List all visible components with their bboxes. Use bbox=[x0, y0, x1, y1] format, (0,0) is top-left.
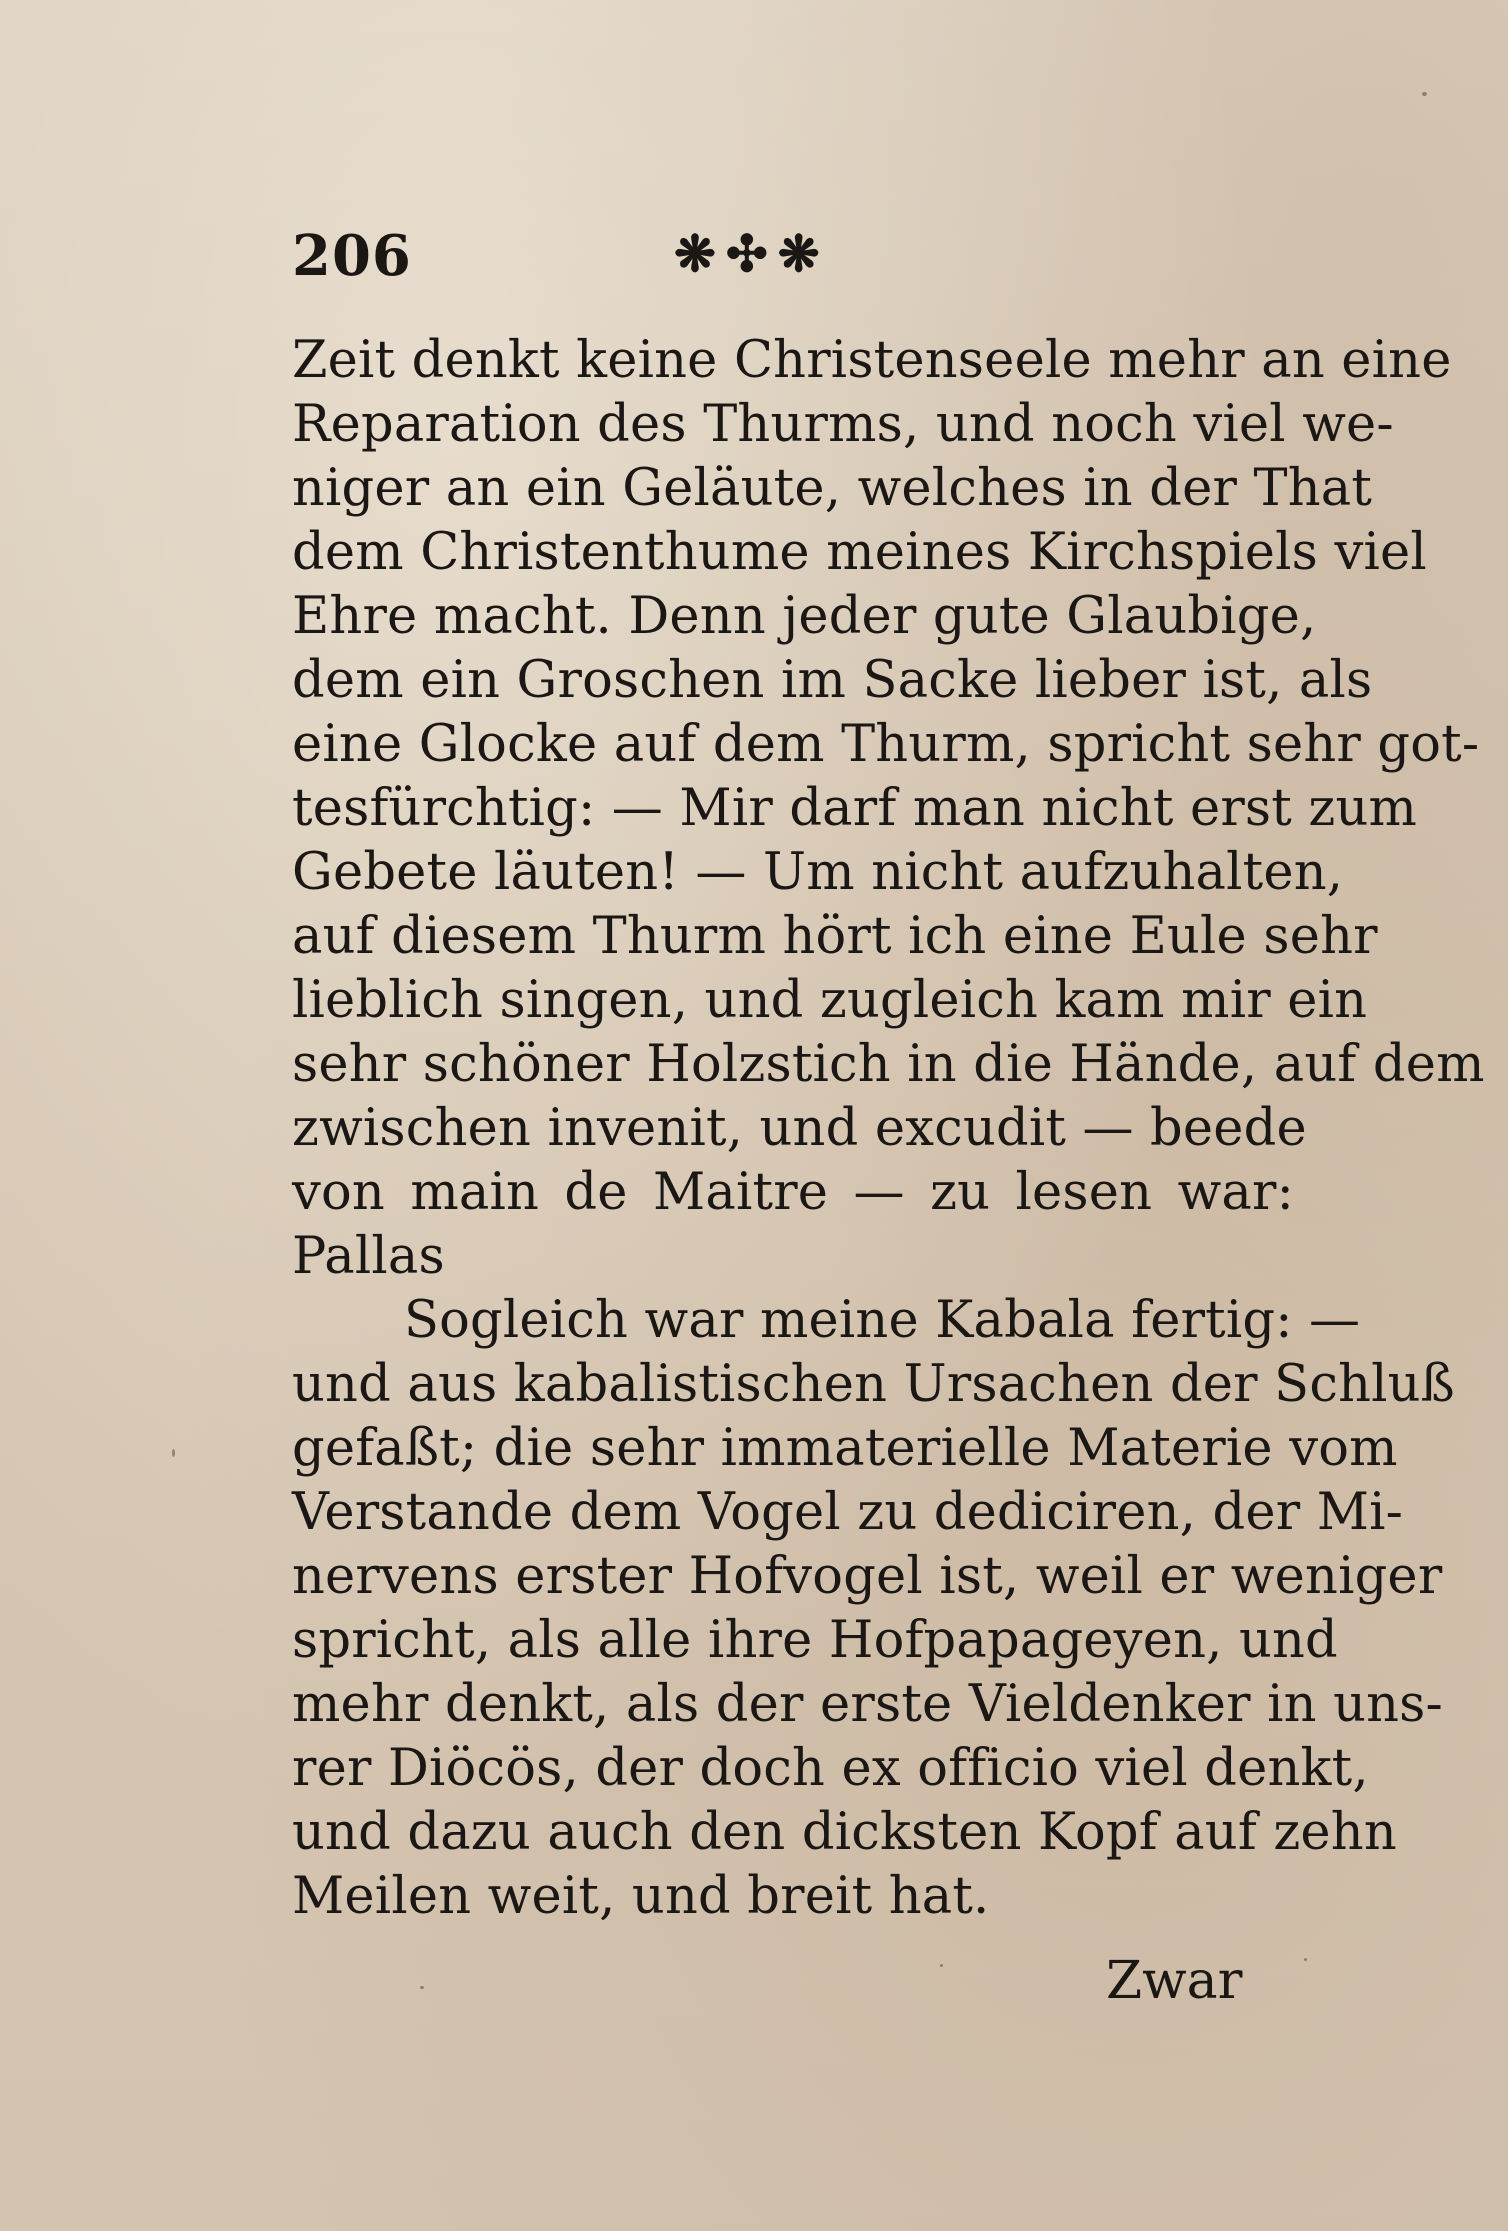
text-line: tesfürchtig: — Mir darf man nicht erst zum bbox=[292, 779, 1418, 838]
text-line: mehr denkt, als der erste Vieldenker in uns- bbox=[292, 1675, 1443, 1734]
text-line: und dazu auch den dicksten Kopf auf zehn bbox=[292, 1803, 1397, 1862]
paper-speck bbox=[172, 1449, 175, 1457]
text-line: niger an ein Geläute, welches in der That bbox=[292, 459, 1373, 518]
paper-speck bbox=[420, 1986, 424, 1989]
text-line: dem Christenthume meines Kirchspiels viel bbox=[292, 523, 1427, 582]
text-line: Reparation des Thurms, und noch viel we- bbox=[292, 395, 1394, 454]
text-line: lieblich singen, und zugleich kam mir ein bbox=[292, 971, 1368, 1030]
text-line: dem ein Groschen im Sacke lieber ist, als bbox=[292, 651, 1373, 710]
text-line: rer Diöcös, der doch ex officio viel denkt, bbox=[292, 1739, 1369, 1798]
paper-speck bbox=[1422, 92, 1427, 96]
text-line: eine Glocke auf dem Thurm, spricht sehr got- bbox=[292, 715, 1480, 774]
text-line: Zeit denkt keine Christenseele mehr an eine bbox=[292, 331, 1452, 390]
text-line: gefaßt; die sehr immaterielle Materie vom bbox=[292, 1419, 1398, 1478]
text-line: Pallas bbox=[292, 1227, 445, 1286]
page-number: 206 bbox=[292, 223, 412, 289]
text-line: zwischen invenit, und excudit — beede bbox=[292, 1099, 1307, 1158]
text-line: Ehre macht. Denn jeder gute Glaubige, bbox=[292, 587, 1317, 646]
text-line: Sogleich war meine Kabala fertig: — bbox=[404, 1291, 1361, 1350]
catchword: Zwar bbox=[1106, 1951, 1243, 2011]
text-line: und aus kabalistischen Ursachen der Schluß bbox=[292, 1355, 1455, 1414]
text-line: auf diesem Thurm hört ich eine Eule sehr bbox=[292, 907, 1378, 966]
header-ornament: ❋✣❋ bbox=[674, 224, 830, 283]
text-line: von main de Maitre — zu lesen war: bbox=[292, 1163, 1294, 1222]
paper-speck bbox=[940, 1964, 943, 1967]
text-line: Gebete läuten! — Um nicht aufzuhalten, bbox=[292, 843, 1344, 902]
text-line: sehr schöner Holzstich in die Hände, auf dem bbox=[292, 1035, 1485, 1094]
text-line: Verstande dem Vogel zu dediciren, der Mi- bbox=[292, 1483, 1404, 1542]
text-line: spricht, als alle ihre Hofpapageyen, und bbox=[292, 1611, 1338, 1670]
text-line: nervens erster Hofvogel ist, weil er weniger bbox=[292, 1547, 1443, 1606]
page-header bbox=[292, 223, 932, 300]
paper-speck bbox=[1304, 1958, 1307, 1961]
text-line: Meilen weit, und breit hat. bbox=[292, 1867, 990, 1926]
